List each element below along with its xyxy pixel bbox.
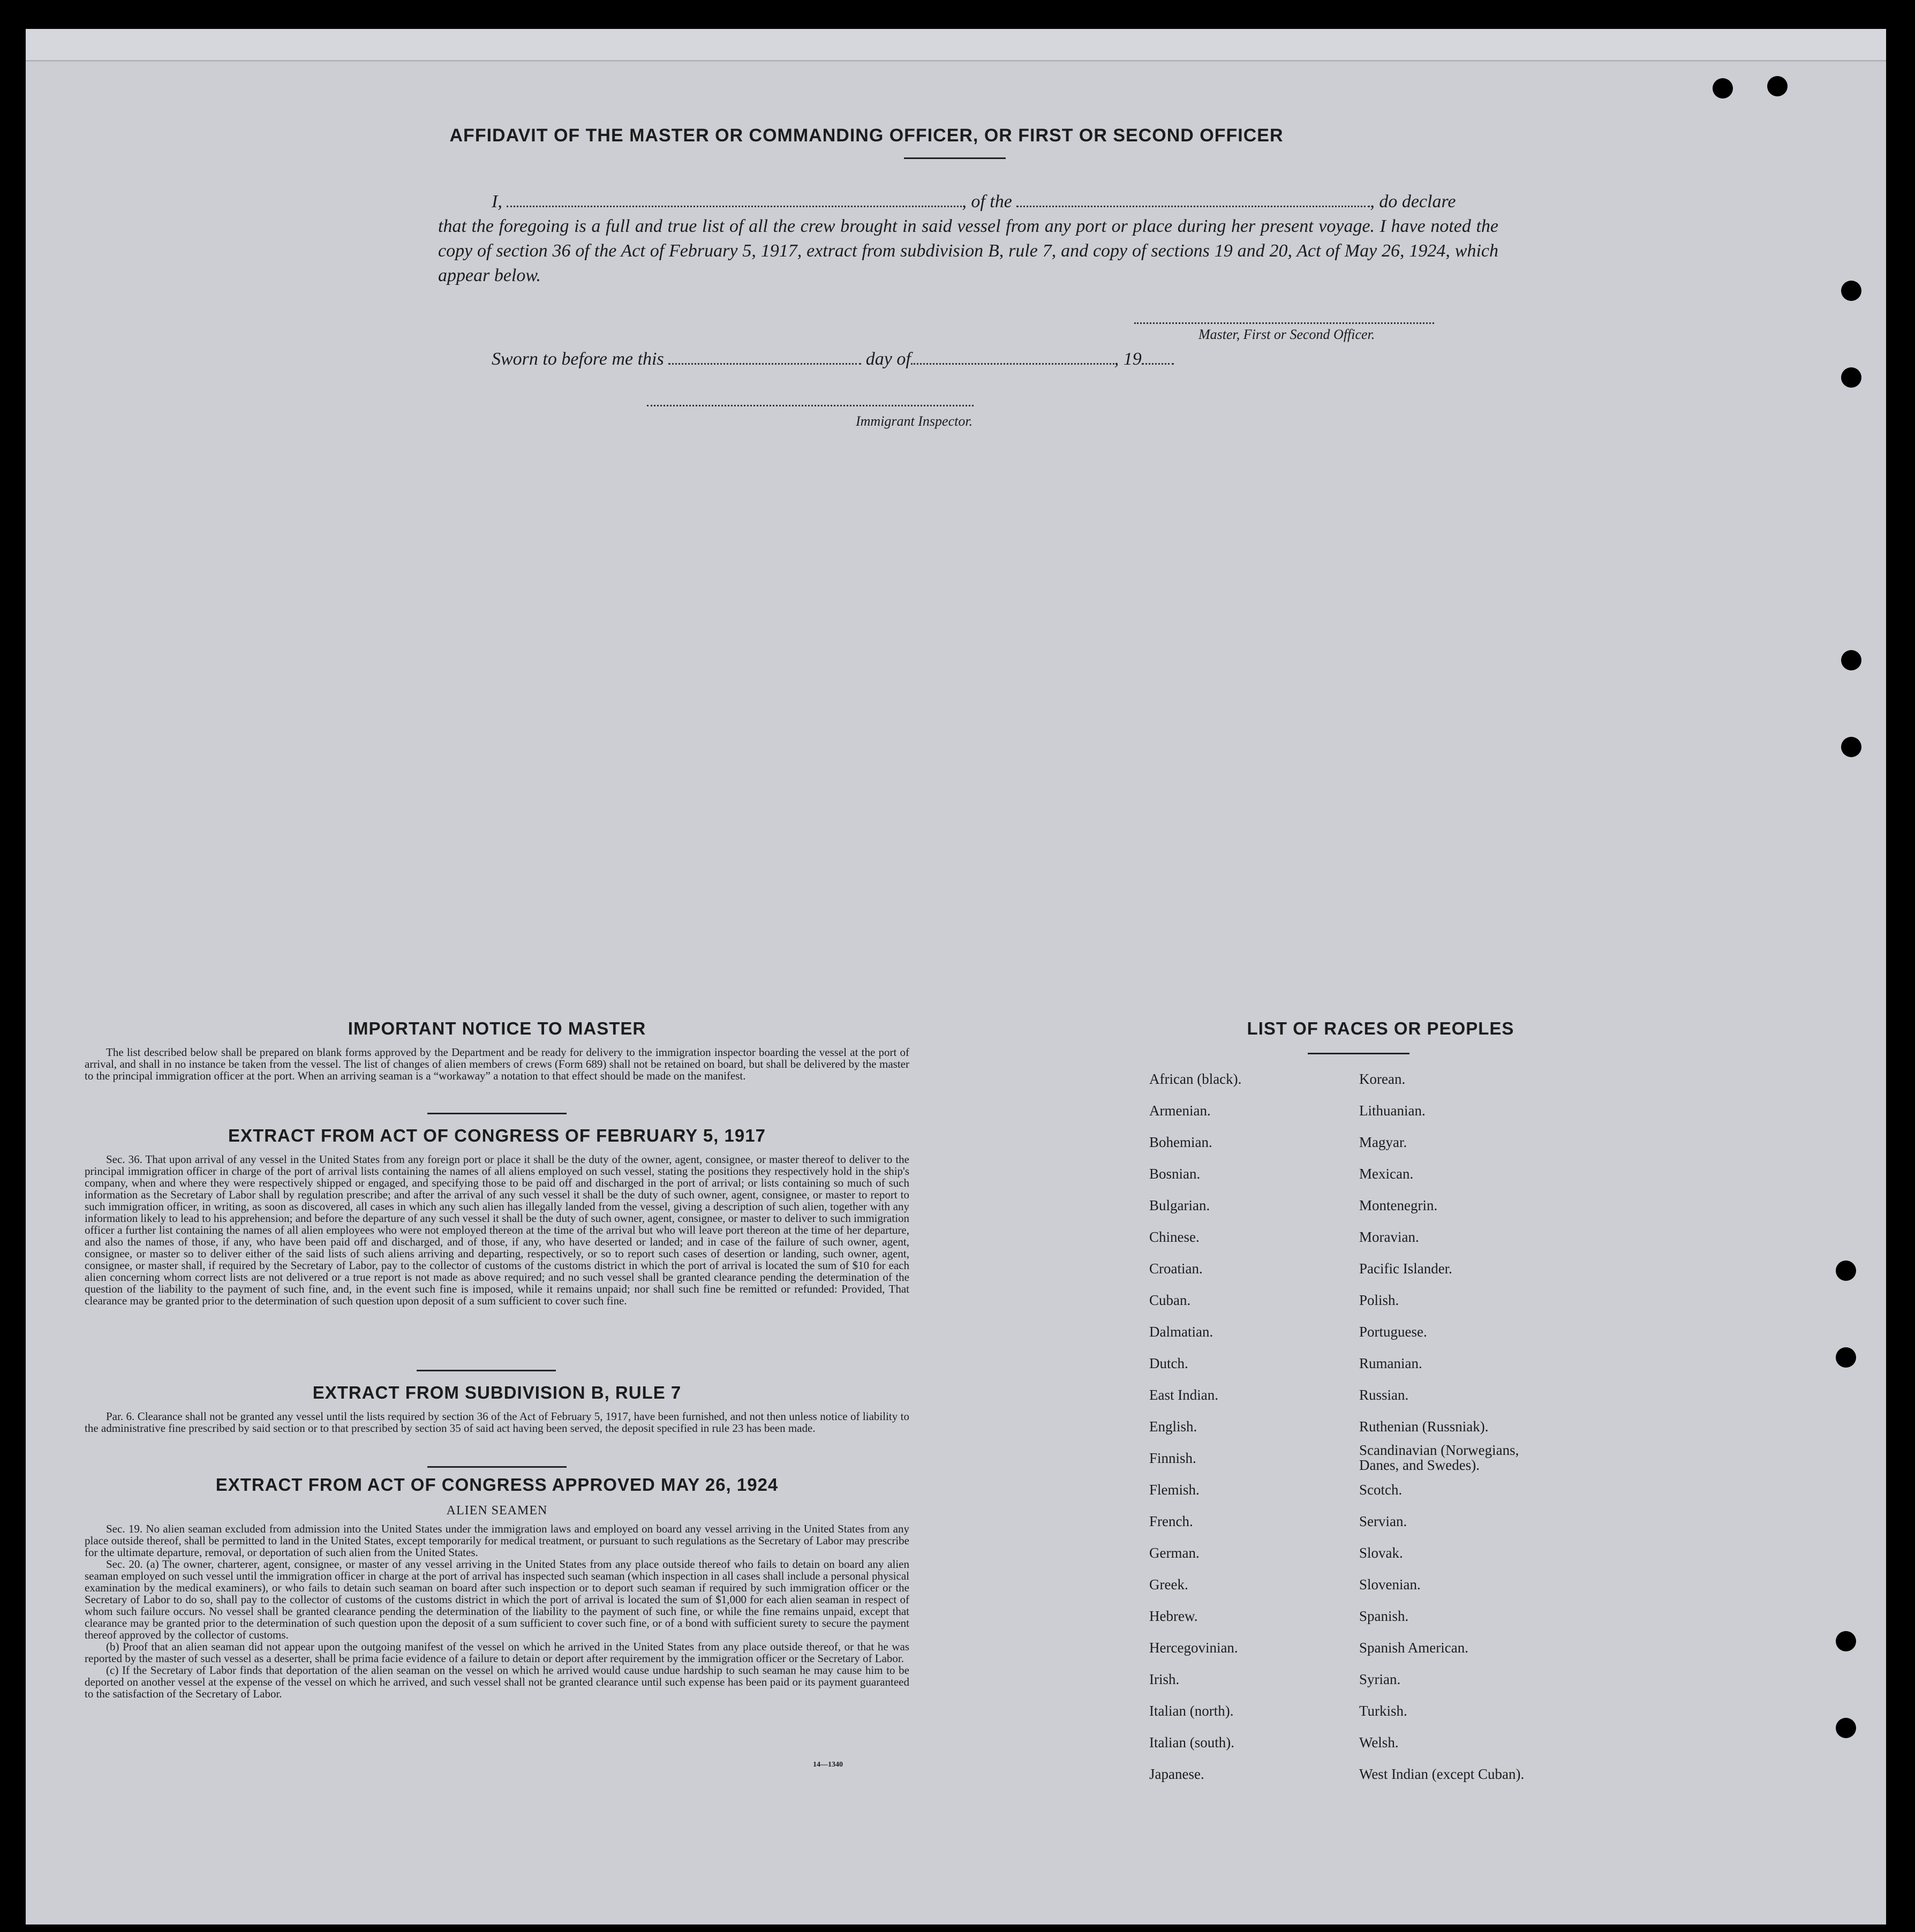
form-number: 14—1340 xyxy=(813,1761,843,1769)
races-title-rule xyxy=(1308,1053,1409,1054)
race-item: Korean. xyxy=(1359,1071,1406,1087)
race-item: Mexican. xyxy=(1359,1166,1414,1182)
extract-1917-title: EXTRACT FROM ACT OF CONGRESS OF FEBRUARY 5, 1917 xyxy=(228,1126,766,1145)
race-item: Pacific Islander. xyxy=(1359,1261,1452,1277)
page-fold xyxy=(26,29,1886,62)
race-item: Dalmatian. xyxy=(1149,1324,1213,1340)
race-item: West Indian (except Cuban). xyxy=(1359,1766,1525,1782)
race-item: Magyar. xyxy=(1359,1134,1407,1150)
title-rule xyxy=(904,157,1006,159)
punch-hole xyxy=(1841,281,1861,301)
inspector-caption: Immigrant Inspector. xyxy=(856,413,973,429)
race-item: Welsh. xyxy=(1359,1734,1399,1750)
race-item: Bohemian. xyxy=(1149,1134,1212,1150)
race-item: East Indian. xyxy=(1149,1387,1218,1403)
race-item: Portuguese. xyxy=(1359,1324,1427,1340)
do-declare-label: , do declare xyxy=(1370,192,1456,212)
sworn-day-field[interactable] xyxy=(668,363,861,365)
race-item: Dutch. xyxy=(1149,1355,1188,1371)
punch-hole xyxy=(1841,650,1861,670)
sec20c-text: (c) If the Secretary of Labor finds that deportation of the alien seaman on the vessel on which he arrived would cause undue hardship to such seaman he may cause him to be deported on another vessel at the expense of the vessel on which he arrived, and such vessel shall not be granted clearance until such expense has been paid or its payment guaranteed to the satisfaction of the Secretary of Labor. xyxy=(85,1664,909,1700)
race-item: Hebrew. xyxy=(1149,1608,1198,1624)
extract-1924-title: EXTRACT FROM ACT OF CONGRESS APPROVED MAY 26, 1924 xyxy=(215,1475,779,1495)
affidavit-first-line xyxy=(438,190,1498,214)
race-item: Armenian. xyxy=(1149,1103,1211,1119)
race-item: Rumanian. xyxy=(1359,1355,1422,1371)
sec20b-text: (b) Proof that an alien seaman did not appear upon the outgoing manifest of the vessel on which he arrived in the United States from any place outside thereof, or that he was reported by the master of such vessel as a deserter, shall be prima facie evidence of a failure to detain or deport after requirement by the immigration officer or the Secretary of Labor. xyxy=(85,1640,909,1665)
notice-title: IMPORTANT NOTICE TO MASTER xyxy=(348,1018,646,1038)
race-item: English. xyxy=(1149,1418,1197,1435)
race-item: Lithuanian. xyxy=(1359,1103,1426,1119)
race-item: Chinese. xyxy=(1149,1229,1200,1245)
affidavit-title: AFFIDAVIT OF THE MASTER OR COMMANDING OFFICER, OR FIRST OR SECOND OFFICER xyxy=(449,125,1284,146)
name-field[interactable] xyxy=(507,206,962,207)
rule7-title: EXTRACT FROM SUBDIVISION B, RULE 7 xyxy=(312,1383,682,1402)
punch-hole xyxy=(1836,1718,1856,1738)
sec20a-text: Sec. 20. (a) The owner, charterer, agent, consignee, or master of any vessel arriving in the United States from any place outside thereof who fails to detain on board any alien seaman employed on such vessel until the immigration officer in charge at the port of arrival has inspected such seaman (which inspection in all cases shall include a personal physical examination by the medical examiners), or who fails to detain such seaman on board after such inspection or to deport such seaman if required by such immigration officer or the Secretary of Labor to do so, shall pay to the collector of customs of the customs district in which the port of arrival is located the sum of $1,000 for each alien seaman in respect of whom such failure occurs. No vessel shall be granted clearance pending the determination of the liability to the payment of such fine, or while the fine remains unpaid, except that clearance may be granted prior to the determination of such question upon the deposit of a sum sufficient to cover such fine, or of a bond with sufficient surety to secure the payment thereof approved by the collector of customs. xyxy=(85,1558,909,1641)
race-item: Polish. xyxy=(1359,1292,1399,1308)
race-item: Irish. xyxy=(1149,1671,1180,1687)
punch-hole xyxy=(1841,737,1861,757)
sworn-month-field[interactable] xyxy=(911,363,1114,365)
race-item: Moravian. xyxy=(1359,1229,1419,1245)
sec19-text: Sec. 19. No alien seaman excluded from admission into the United States under the immigration laws and employed on board any vessel arriving in the United States from any place outside thereof, shall be permitted to land in the United States, except temporarily for medical treatment, or pursuant to such regulations as the Secretary of Labor may prescribe for the ultimate departure, removal, or deportation of such alien from the United States. xyxy=(85,1522,909,1559)
punch-hole xyxy=(1713,78,1733,99)
punch-hole xyxy=(1836,1631,1856,1651)
punch-hole xyxy=(1836,1347,1856,1368)
race-item: Flemish. xyxy=(1149,1482,1200,1498)
punch-hole xyxy=(1841,367,1861,388)
race-item: Bulgarian. xyxy=(1149,1197,1210,1213)
race-item: Greek. xyxy=(1149,1576,1188,1593)
race-item: Servian. xyxy=(1359,1513,1407,1529)
race-item: Slovak. xyxy=(1359,1545,1403,1561)
of-the-label: , of the xyxy=(962,192,1012,212)
punch-hole xyxy=(1836,1261,1856,1281)
race-item: Slovenian. xyxy=(1359,1576,1421,1593)
race-item: French. xyxy=(1149,1513,1193,1529)
race-item: German. xyxy=(1149,1545,1200,1561)
day-of-label: day of xyxy=(865,349,911,369)
punch-hole xyxy=(1767,76,1788,96)
race-item: Spanish. xyxy=(1359,1608,1409,1624)
race-item: Scotch. xyxy=(1359,1482,1403,1498)
race-item: Montenegrin. xyxy=(1359,1197,1438,1213)
race-item: Italian (south). xyxy=(1149,1734,1234,1750)
vessel-field[interactable] xyxy=(1016,206,1370,207)
document-page xyxy=(26,29,1886,1925)
race-item: Russian. xyxy=(1359,1387,1409,1403)
inspector-signature-line[interactable] xyxy=(647,405,974,406)
race-item: Croatian. xyxy=(1149,1261,1203,1277)
sworn-line xyxy=(492,349,1174,369)
section-rule xyxy=(417,1370,556,1371)
section-rule xyxy=(427,1466,567,1468)
year-prefix: , 19 xyxy=(1114,349,1142,369)
race-item: Bosnian. xyxy=(1149,1166,1201,1182)
affidavit-text: that the foregoing is a full and true list of all the crew brought in said vessel from any port or place during her present voyage. I have noted the copy of section 36 of the Act of February 5, 1917, extract from subdivision B, rule 7, and copy of sections 19 and 20, Act of May 26, 1924, which appear below. xyxy=(438,216,1498,285)
i-label: I, xyxy=(492,192,502,212)
race-item: Turkish. xyxy=(1359,1703,1407,1719)
race-item: Hercegovinian. xyxy=(1149,1640,1238,1656)
race-item: Scandinavian (Norwegians, Danes, and Swedes). xyxy=(1359,1442,1519,1473)
race-item: Spanish American. xyxy=(1359,1640,1468,1656)
alien-seamen-subtitle: ALIEN SEAMEN xyxy=(446,1504,548,1518)
race-item: Syrian. xyxy=(1359,1671,1401,1687)
race-item: Cuban. xyxy=(1149,1292,1191,1308)
signature-line[interactable] xyxy=(1134,322,1434,324)
extract-1917-text: Sec. 36. That upon arrival of any vessel in the United States from any foreign port or place it shall be the duty of the owner, agent, consignee, or master thereof to deliver to the principal immigration officer in charge of the port of arrival lists containing the names of all aliens employed on such vessel, stating the positions they respectively hold in the ship's company, when and where they were respectively shipped or engaged, and specifying those to be paid off and discharged in the port of arrival; or lists containing so much of such information as the Secretary of Labor shall by regulation prescribe; and after the arrival of any such vessel it shall be the duty of such owner, agent, consignee, or master to report to such immigration officer, in writing, as soon as discovered, all cases in which any such alien has illegally landed from the vessel, giving a description of such alien, together with any information likely to lead to his apprehension; and before the departure of any such vessel it shall be the duty of such owner, agent, consignee, or master to deliver to such immigration officer a further list containing the names of all alien employees who were not employed thereon at the time of the arrival but who will leave port thereon at the time of her departure, and also the names of those, if any, who have been paid off and discharged, and of those, if any, who have deserted or landed; and in case of the failure of such owner, agent, consignee, or master so to deliver either of the said lists of such aliens arriving and departing, respectively, or so to report such cases of desertion or landing, such owner, agent, consignee, or master shall, if required by the Secretary of Labor, pay to the collector of customs of the customs district in which the port of arrival is located the sum of $10 for each alien concerning whom correct lists are not delivered or a true report is not made as above required; and no such vessel shall be granted clearance pending the determination of the question of the liability to the payment of such fine, and, in the event such fine is imposed, while it remains unpaid; nor shall such fine be remitted or refunded: Provided, That clearance may be granted prior to the determination of such question upon deposit of a sum sufficient to cover such fine. xyxy=(85,1153,909,1307)
race-item: Finnish. xyxy=(1149,1450,1196,1466)
extract-1924-body xyxy=(85,1523,909,1700)
race-item: Italian (north). xyxy=(1149,1703,1234,1719)
affidavit-body xyxy=(438,190,1498,288)
sworn-label: Sworn to before me this xyxy=(492,349,664,369)
rule7-text: Par. 6. Clearance shall not be granted any vessel until the lists required by section 36 of the Act of February 5, 1917, have been furnished, and not then unless notice of liability to the administrative fine prescribed by said section or to that prescribed by section 35 of said act having been served, the deposit specified in rule 23 has been made. xyxy=(85,1410,909,1435)
race-item: Japanese. xyxy=(1149,1766,1204,1782)
race-item: African (black). xyxy=(1149,1071,1242,1087)
signature-caption: Master, First or Second Officer. xyxy=(1198,327,1375,342)
notice-text: The list described below shall be prepared on blank forms approved by the Department and be ready for delivery to the immigration inspector boarding the vessel at the port of arrival, and shall in no instance be taken from the vessel. The list of changes of alien members of crews (Form 689) shall not be retained on board, but shall be delivered by the master to the principal immigration officer at the port. When an arriving seaman is a “workaway” a notation to that effect should be made on the manifest. xyxy=(85,1046,909,1082)
sworn-year-field[interactable] xyxy=(1142,363,1174,365)
section-rule xyxy=(427,1113,567,1114)
races-title: LIST OF RACES OR PEOPLES xyxy=(1247,1018,1514,1038)
race-item: Ruthenian (Russniak). xyxy=(1359,1418,1489,1435)
